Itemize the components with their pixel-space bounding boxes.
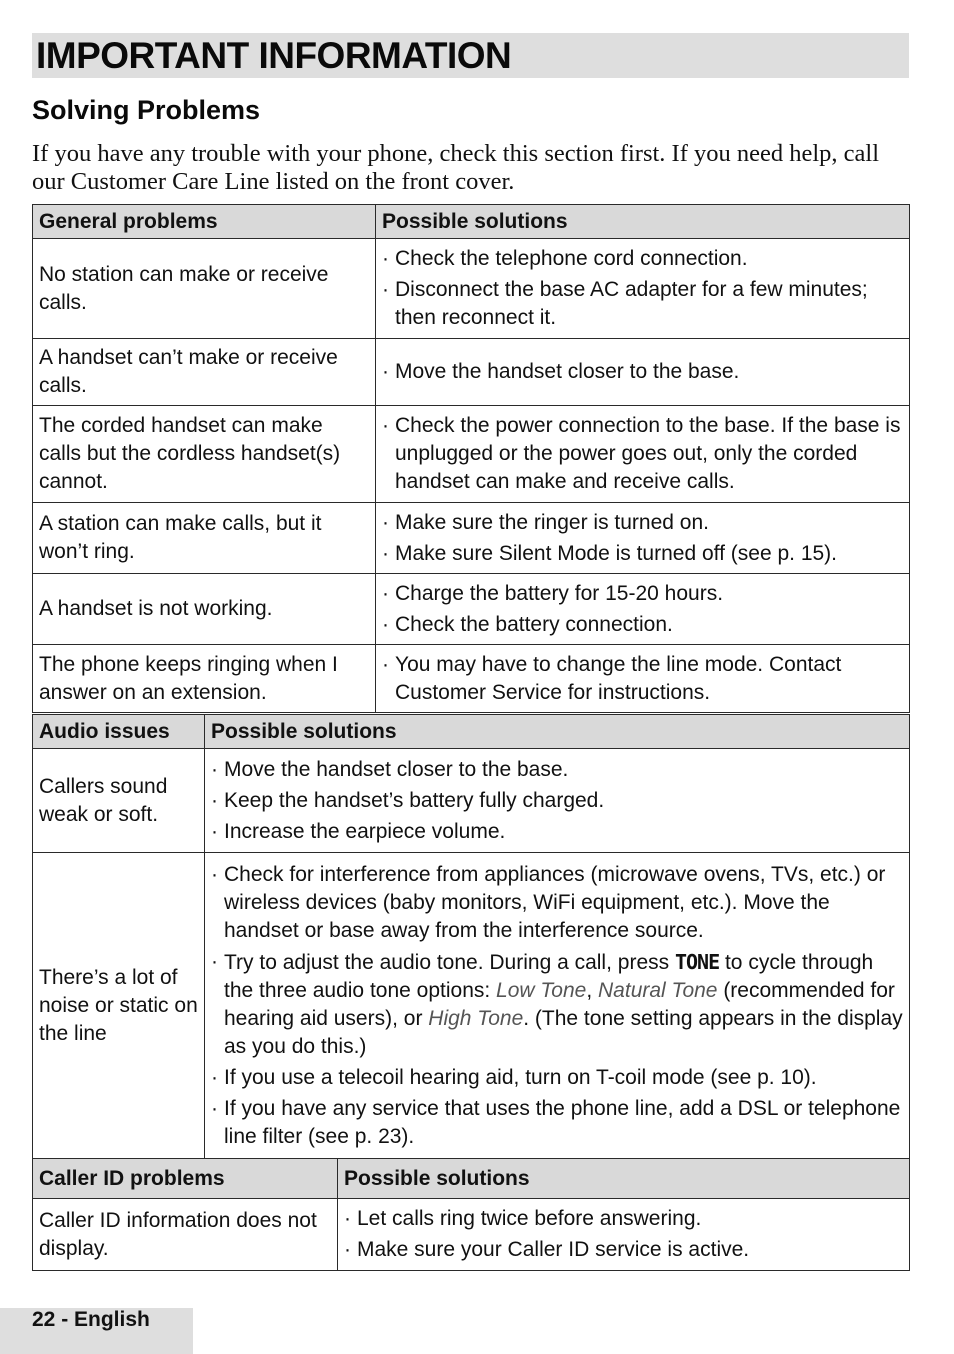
solution-cell bbox=[376, 503, 910, 574]
bullet-icon: · bbox=[211, 1097, 218, 1120]
solution-item bbox=[382, 540, 903, 568]
page-title: IMPORTANT INFORMATION bbox=[32, 33, 909, 78]
solution-item bbox=[382, 412, 903, 496]
solution-item bbox=[211, 861, 903, 945]
solution-text: Charge the battery for 15-20 hours. bbox=[395, 581, 724, 605]
solution-text: If you use a telecoil hearing aid, turn on T-coil mode (see p. 10). bbox=[224, 1066, 817, 1089]
bullet-icon: · bbox=[382, 414, 389, 437]
text-fragment: Try to adjust the audio tone. During a call, press bbox=[224, 951, 675, 974]
text-fragment: to cycle through the three audio tone options: bbox=[224, 951, 874, 1002]
solution-text: Check for interference from appliances (microwave ovens, TVs, etc.) or wireless devices (baby monitors, WiFi equipment, etc.). Move the handset or base away from the interference source. bbox=[224, 863, 886, 942]
bullet-icon: · bbox=[344, 1238, 351, 1261]
solution-item bbox=[211, 948, 903, 1061]
solution-text: You may have to change the line mode. Contact Customer Service for instructions. bbox=[395, 652, 842, 704]
bullet-icon: · bbox=[211, 819, 218, 843]
bullet-icon: · bbox=[382, 541, 389, 565]
tone-key-label: TONE bbox=[674, 950, 720, 974]
solution-text: Check the battery connection. bbox=[395, 612, 673, 636]
solution-item bbox=[382, 611, 903, 639]
solution-cell bbox=[376, 239, 910, 339]
solution-cell bbox=[376, 406, 910, 503]
bullet-icon: · bbox=[382, 247, 389, 270]
problem-cell: Caller ID information does not display. bbox=[33, 1199, 338, 1271]
solution-item bbox=[344, 1236, 903, 1264]
solution-item bbox=[211, 818, 903, 846]
column-header: Audio issues bbox=[33, 715, 205, 749]
table-row bbox=[33, 503, 910, 574]
solution-item bbox=[382, 276, 903, 332]
tone-option-natural: Natural Tone bbox=[598, 979, 718, 1002]
solution-cell bbox=[376, 645, 910, 713]
solution-text: Check the power connection to the base. If the base is unplugged or the power goes out, only the corded handset can make and receive calls. bbox=[395, 414, 901, 493]
intro-paragraph: If you have any trouble with your phone, check this section first. If you need help, call our Customer Care Line listed on the front cover. bbox=[32, 140, 880, 195]
bullet-icon: · bbox=[382, 510, 389, 534]
bullet-icon: · bbox=[211, 1066, 218, 1089]
bullet-icon: · bbox=[344, 1207, 351, 1230]
table-header-row bbox=[33, 205, 910, 239]
solution-item bbox=[211, 1095, 903, 1151]
solution-text: If you have any service that uses the phone line, add a DSL or telephone line filter (see p. 23). bbox=[224, 1097, 901, 1148]
bullet-icon: · bbox=[211, 950, 218, 973]
solution-text: Move the handset closer to the base. bbox=[224, 757, 569, 781]
table-header-row bbox=[33, 1159, 910, 1199]
column-header: Possible solutions bbox=[338, 1159, 910, 1199]
column-header: Possible solutions bbox=[205, 715, 910, 749]
bullet-icon: · bbox=[382, 612, 389, 636]
solution-text: Keep the handset’s battery fully charged. bbox=[224, 788, 605, 812]
problem-cell: The corded handset can make calls but the cordless handset(s) cannot. bbox=[33, 406, 376, 503]
table-row bbox=[33, 1199, 910, 1271]
problem-cell: There’s a lot of noise or static on the line bbox=[33, 853, 205, 1160]
solution-item bbox=[382, 509, 903, 537]
bullet-icon: · bbox=[382, 278, 389, 301]
text-fragment: . (The tone setting appears in the display as you do this.) bbox=[224, 1007, 903, 1058]
text-fragment: (recommended for hearing aid users), or bbox=[224, 979, 895, 1030]
bullet-icon: · bbox=[211, 757, 218, 781]
solution-text: Make sure the ringer is turned on. bbox=[395, 510, 709, 534]
problem-cell: No station can make or receive calls. bbox=[33, 239, 376, 339]
solution-text: Let calls ring twice before answering. bbox=[357, 1207, 702, 1230]
bullet-icon: · bbox=[382, 652, 389, 676]
page-number: 22 - English bbox=[0, 1308, 193, 1354]
solution-item bbox=[382, 245, 903, 273]
solution-text: Check the telephone cord connection. bbox=[395, 247, 748, 270]
bullet-icon: · bbox=[382, 581, 389, 605]
solution-item bbox=[382, 580, 903, 608]
bullet-icon: · bbox=[211, 788, 218, 812]
solution-cell bbox=[376, 574, 910, 645]
bullet-icon: · bbox=[211, 863, 218, 886]
problem-cell: Callers sound weak or soft. bbox=[33, 749, 205, 853]
solution-cell bbox=[338, 1199, 910, 1271]
solution-item bbox=[211, 1064, 903, 1092]
table-row bbox=[33, 749, 910, 853]
general-problems-table bbox=[32, 204, 910, 713]
solution-cell bbox=[205, 853, 910, 1160]
tone-option-low: Low Tone bbox=[496, 979, 587, 1002]
solution-item bbox=[344, 1205, 903, 1233]
solution-cell bbox=[376, 339, 910, 406]
text-fragment: , bbox=[586, 979, 599, 1002]
table-row bbox=[33, 645, 910, 713]
column-header: Possible solutions bbox=[376, 205, 910, 239]
tone-option-high: High Tone bbox=[428, 1007, 524, 1030]
solution-text: Make sure your Caller ID service is active. bbox=[357, 1238, 750, 1261]
solution-item bbox=[211, 756, 903, 784]
section-title: Solving Problems bbox=[32, 95, 261, 125]
table-header-row bbox=[33, 715, 910, 749]
table-row bbox=[33, 574, 910, 645]
solution-text: Increase the earpiece volume. bbox=[224, 819, 506, 843]
solution-text: Disconnect the base AC adapter for a few minutes; then reconnect it. bbox=[395, 278, 868, 329]
table-row bbox=[33, 853, 910, 1160]
audio-issues-table bbox=[32, 714, 910, 1160]
solution-text bbox=[224, 948, 903, 1061]
solution-text: Move the handset closer to the base. bbox=[395, 360, 740, 383]
caller-id-table bbox=[32, 1158, 910, 1271]
column-header: General problems bbox=[33, 205, 376, 239]
problem-cell: The phone keeps ringing when I answer on an extension. bbox=[33, 645, 376, 713]
table-row bbox=[33, 339, 910, 406]
bullet-icon: · bbox=[382, 360, 389, 383]
column-header: Caller ID problems bbox=[33, 1159, 338, 1199]
solution-item bbox=[382, 651, 903, 707]
solution-cell bbox=[205, 749, 910, 853]
solution-item bbox=[211, 787, 903, 815]
solution-text: Make sure Silent Mode is turned off (see p. 15). bbox=[395, 541, 838, 565]
problem-cell: A handset can’t make or receive calls. bbox=[33, 339, 376, 406]
table-row bbox=[33, 406, 910, 503]
problem-cell: A handset is not working. bbox=[33, 574, 376, 645]
problem-cell: A station can make calls, but it won’t ring. bbox=[33, 503, 376, 574]
solution-item bbox=[382, 358, 903, 386]
table-row bbox=[33, 239, 910, 339]
